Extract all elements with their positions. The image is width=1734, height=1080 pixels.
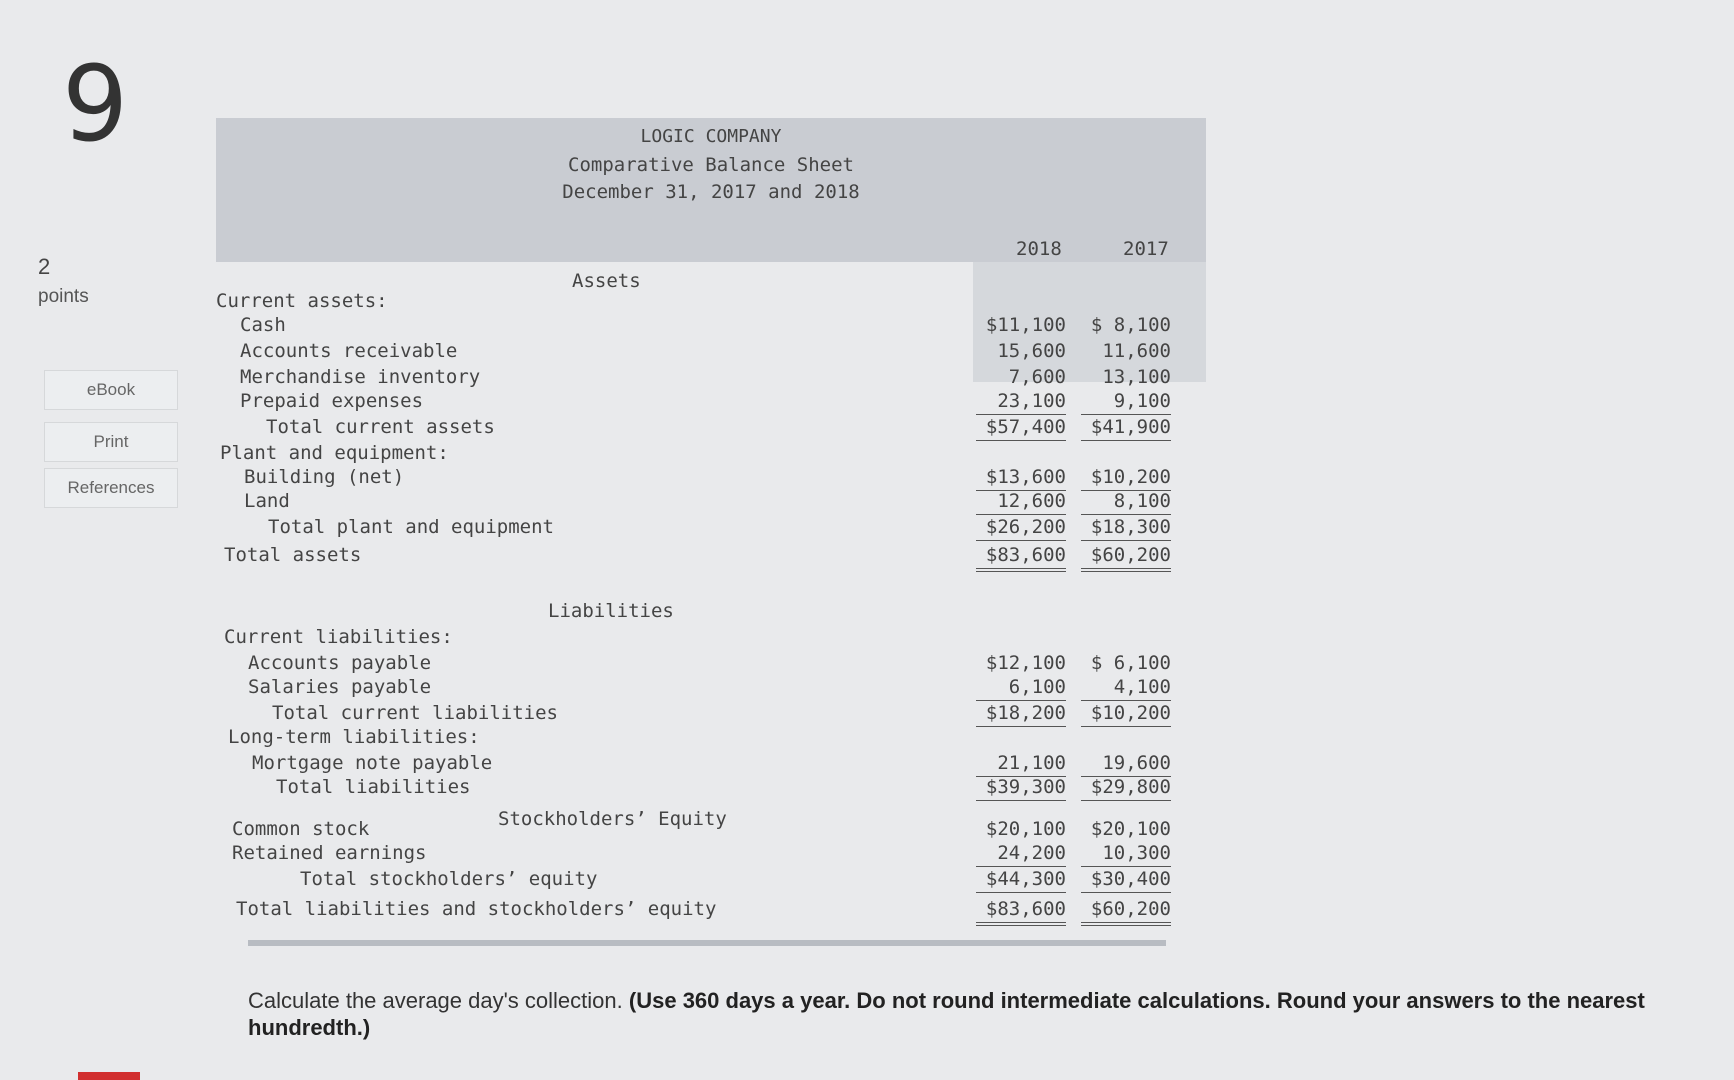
points-value: 2 bbox=[38, 254, 51, 279]
value-2017: $60,200 bbox=[1081, 898, 1171, 920]
value-2017: $18,300 bbox=[1081, 516, 1171, 538]
assets-heading: Assets bbox=[572, 270, 641, 292]
row-label: Total liabilities and stockholders’ equity bbox=[236, 898, 717, 920]
value-2018: $57,400 bbox=[976, 416, 1066, 438]
balance-row bbox=[216, 290, 1206, 316]
value-2018: 15,600 bbox=[997, 340, 1066, 362]
value-2017: $60,200 bbox=[1081, 544, 1171, 566]
value-2018: $20,100 bbox=[985, 818, 1066, 840]
print-button[interactable]: Print bbox=[44, 422, 178, 462]
bottom-rule bbox=[248, 940, 1166, 946]
company-name: LOGIC COMPANY bbox=[640, 126, 782, 147]
row-label: Merchandise inventory bbox=[240, 366, 481, 388]
balance-row bbox=[216, 898, 1206, 924]
balance-row bbox=[216, 544, 1206, 570]
value-2018: $18,200 bbox=[976, 702, 1066, 724]
row-label: Current liabilities: bbox=[224, 626, 453, 648]
balance-row bbox=[216, 442, 1206, 468]
value-2017: 19,600 bbox=[1081, 752, 1171, 774]
row-label: Total current assets bbox=[266, 416, 495, 438]
value-2018: $26,200 bbox=[976, 516, 1066, 538]
red-tab[interactable] bbox=[78, 1072, 140, 1080]
balance-row bbox=[216, 676, 1206, 702]
row-label: Mortgage note payable bbox=[252, 752, 493, 774]
row-label: Plant and equipment: bbox=[220, 442, 449, 464]
row-label: Long-term liabilities: bbox=[228, 726, 480, 748]
value-2017: 8,100 bbox=[1081, 490, 1171, 512]
equity-heading: Stockholders’ Equity bbox=[498, 808, 727, 830]
row-label: Retained earnings bbox=[232, 842, 427, 864]
instruction-lead: Calculate the average day's collection. bbox=[248, 988, 623, 1013]
row-label: Current assets: bbox=[216, 290, 388, 312]
row-label: Prepaid expenses bbox=[240, 390, 424, 412]
year-2018-header: 2018 bbox=[1016, 238, 1062, 260]
value-2017: $ 6,100 bbox=[1090, 652, 1171, 674]
balance-row bbox=[216, 466, 1206, 492]
balance-row bbox=[216, 726, 1206, 752]
balance-row bbox=[216, 416, 1206, 442]
value-2018: 21,100 bbox=[976, 752, 1066, 774]
value-2018: 23,100 bbox=[976, 390, 1066, 412]
liabilities-heading: Liabilities bbox=[548, 600, 674, 622]
balance-row bbox=[216, 868, 1206, 894]
value-2018: $83,600 bbox=[976, 544, 1066, 566]
balance-sheet bbox=[216, 118, 1206, 968]
value-2017: 11,600 bbox=[1102, 340, 1171, 362]
value-2017: $30,400 bbox=[1081, 868, 1171, 890]
value-2018: 12,600 bbox=[976, 490, 1066, 512]
instruction-note: (Use 360 days a year. Do not round intermediate calculations. Round your answers to the nearest hundredth.) bbox=[248, 988, 1645, 1040]
value-2018: $11,100 bbox=[985, 314, 1066, 336]
value-2017: $10,200 bbox=[1081, 702, 1171, 724]
balance-row bbox=[216, 818, 1206, 844]
value-2017: 13,100 bbox=[1102, 366, 1171, 388]
balance-row bbox=[216, 752, 1206, 778]
balance-row bbox=[216, 516, 1206, 542]
value-2018: 6,100 bbox=[976, 676, 1066, 698]
value-2017: $29,800 bbox=[1081, 776, 1171, 798]
ebook-button[interactable]: eBook bbox=[44, 370, 178, 410]
balance-row bbox=[216, 366, 1206, 392]
value-2018: $39,300 bbox=[976, 776, 1066, 798]
balance-row bbox=[216, 842, 1206, 868]
question-number: 9 bbox=[62, 43, 129, 165]
value-2017: 9,100 bbox=[1081, 390, 1171, 412]
value-2018: 7,600 bbox=[1008, 366, 1066, 388]
value-2017: $ 8,100 bbox=[1090, 314, 1171, 336]
balance-row bbox=[216, 314, 1206, 340]
row-label: Common stock bbox=[232, 818, 370, 840]
value-2018: $13,600 bbox=[976, 466, 1066, 488]
row-label: Salaries payable bbox=[248, 676, 432, 698]
year-2017-header: 2017 bbox=[1123, 238, 1169, 260]
row-label: Building (net) bbox=[244, 466, 405, 488]
balance-row bbox=[216, 390, 1206, 416]
value-2018: $83,600 bbox=[976, 898, 1066, 920]
row-label: Accounts receivable bbox=[240, 340, 458, 362]
balance-row bbox=[216, 702, 1206, 728]
row-label: Total liabilities bbox=[276, 776, 471, 798]
value-2018: $44,300 bbox=[976, 868, 1066, 890]
balance-row bbox=[216, 340, 1206, 366]
row-label: Total plant and equipment bbox=[268, 516, 554, 538]
value-2017: 10,300 bbox=[1081, 842, 1171, 864]
sheet-title: Comparative Balance Sheet bbox=[568, 154, 854, 176]
value-2018: $12,100 bbox=[985, 652, 1066, 674]
sheet-date: December 31, 2017 and 2018 bbox=[562, 181, 860, 203]
value-2017: $41,900 bbox=[1081, 416, 1171, 438]
row-label: Total stockholders’ equity bbox=[300, 868, 598, 890]
row-label: Land bbox=[244, 490, 290, 512]
value-2017: $10,200 bbox=[1081, 466, 1171, 488]
row-label: Total current liabilities bbox=[272, 702, 558, 724]
points-label: points bbox=[38, 286, 89, 307]
instruction-text bbox=[248, 988, 1708, 1042]
row-label: Cash bbox=[240, 314, 286, 336]
balance-row bbox=[216, 626, 1206, 652]
row-label: Total assets bbox=[224, 544, 362, 566]
row-label: Accounts payable bbox=[248, 652, 432, 674]
references-button[interactable]: References bbox=[44, 468, 178, 508]
balance-row bbox=[216, 776, 1206, 802]
balance-row bbox=[216, 490, 1206, 516]
value-2017: 4,100 bbox=[1081, 676, 1171, 698]
value-2018: 24,200 bbox=[976, 842, 1066, 864]
value-2017: $20,100 bbox=[1090, 818, 1171, 840]
balance-row bbox=[216, 652, 1206, 678]
